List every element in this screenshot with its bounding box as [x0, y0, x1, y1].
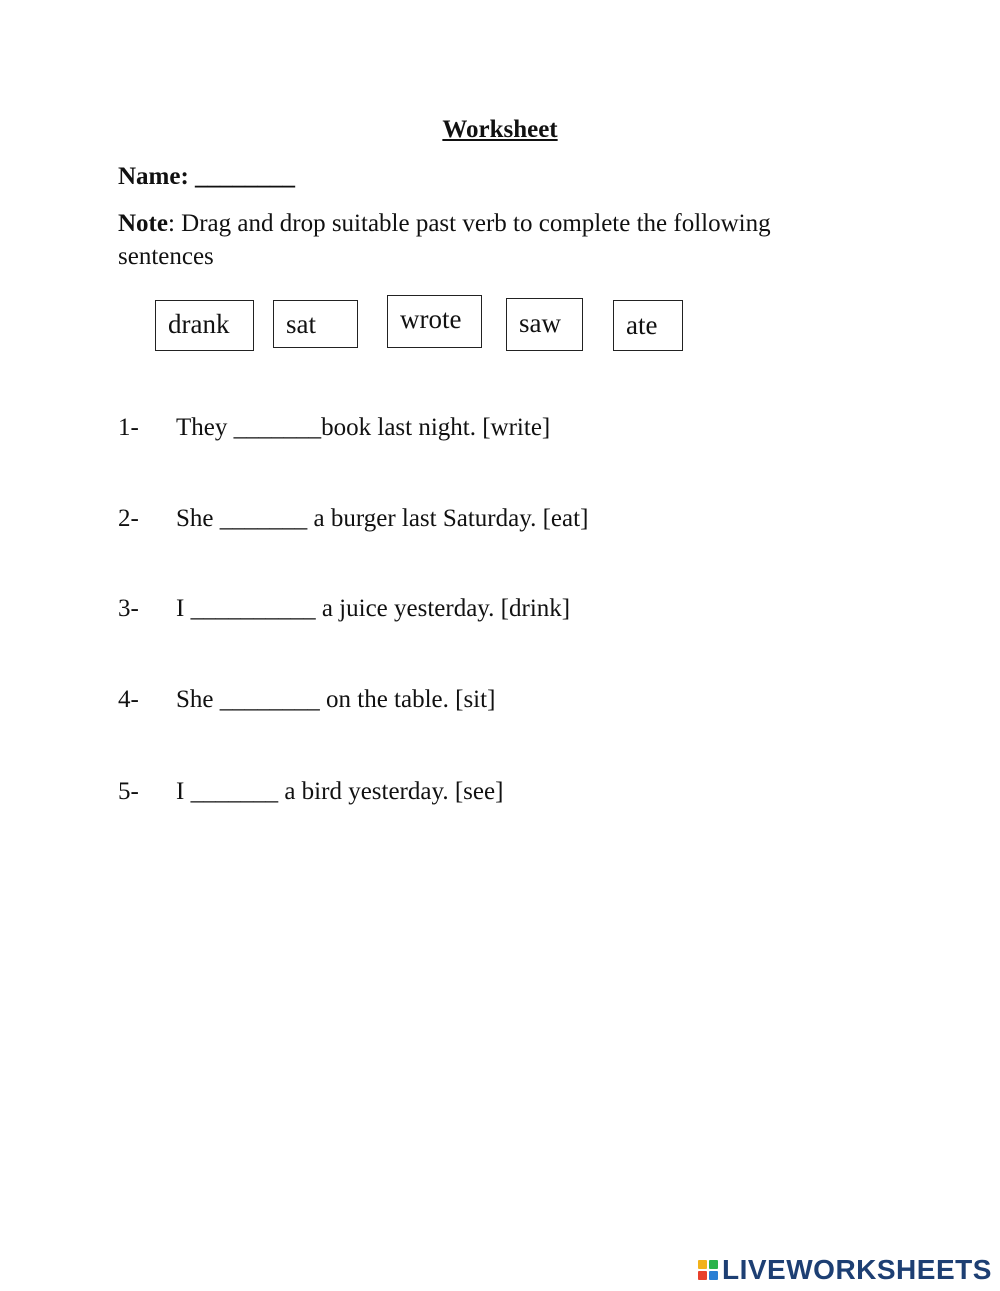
word-tile-saw[interactable]: saw [506, 298, 583, 351]
question-number: 5- [118, 778, 139, 805]
note-label: Note [118, 210, 168, 237]
question-3 [118, 595, 570, 623]
question-number: 4- [118, 686, 139, 713]
question-number: 2- [118, 505, 139, 532]
logo-square [709, 1271, 718, 1280]
worksheet-title: Worksheet [442, 116, 558, 143]
question-text: She _______ a burger last Saturday. [eat] [176, 505, 589, 532]
question-1 [118, 414, 550, 442]
note-text: : Drag and drop suitable past verb to complete the following sentences [118, 210, 771, 270]
logo-mark-icon [698, 1260, 718, 1280]
logo-square [698, 1271, 707, 1280]
logo-text: LIVEWORKSHEETS [722, 1254, 992, 1285]
question-number: 1- [118, 414, 139, 441]
word-tile-sat[interactable]: sat [273, 300, 358, 348]
question-text: She ________ on the table. [sit] [176, 686, 496, 713]
name-field-label: Name: ________ [118, 163, 296, 190]
question-4 [118, 686, 495, 714]
instruction-note [118, 207, 838, 273]
liveworksheets-logo [698, 1255, 992, 1285]
word-tile-ate[interactable]: ate [613, 300, 683, 351]
word-tile-wrote[interactable]: wrote [387, 295, 482, 348]
question-2 [118, 505, 588, 533]
question-5 [118, 778, 503, 806]
question-text: I _______ a bird yesterday. [see] [176, 778, 504, 805]
logo-square [709, 1260, 718, 1269]
logo-square [698, 1260, 707, 1269]
question-number: 3- [118, 595, 139, 622]
question-text: They _______book last night. [write] [176, 414, 551, 441]
word-tile-drank[interactable]: drank [155, 300, 254, 351]
question-text: I __________ a juice yesterday. [drink] [176, 595, 571, 622]
